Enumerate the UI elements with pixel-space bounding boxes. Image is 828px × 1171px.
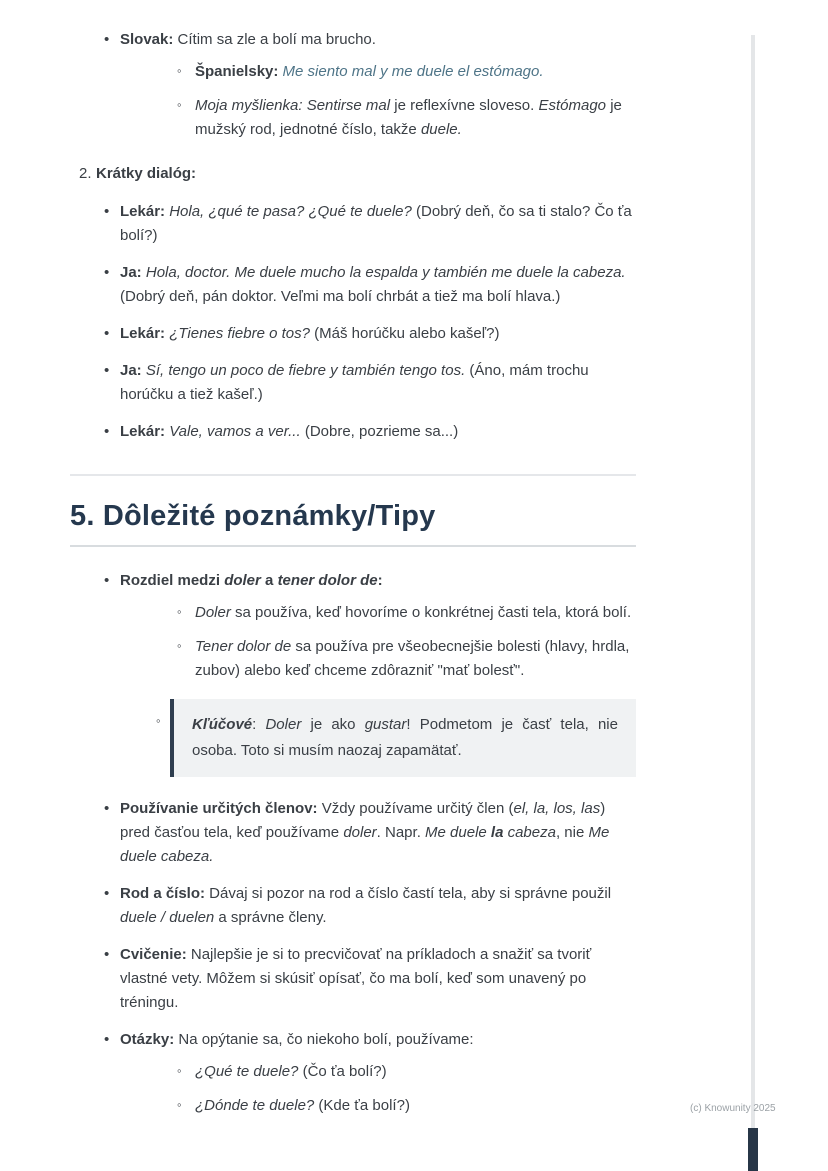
tip-item-practice (70, 943, 636, 1015)
circle-bullet-icon: ◦ (177, 63, 182, 78)
tip-subitem-text: Tener dolor de sa používa pre všeobecnejšie bolesti (hlavy, hrdla, zubov) alebo keď chceme zdôrazniť "mať bolesť". (195, 638, 630, 680)
tip-subitem-text: Doler sa používa, keď hovoríme o konkrétnej časti tela, ktorá bolí. (195, 604, 632, 622)
tip-item-text: Rozdiel medzi doler a tener dolor de: (120, 572, 383, 590)
tip-item-difference (70, 569, 636, 777)
question-subitem-text: ¿Dónde te duele? (Kde ťa bolí?) (195, 1096, 410, 1114)
scrollbar-thumb[interactable] (748, 1128, 758, 1171)
dialog-line-text: Lekár: Hola, ¿qué te pasa? ¿Qué te duele? (Dobrý deň, čo sa ti stalo? Čo ťa bolí?) (120, 203, 632, 244)
dialog-line (70, 261, 636, 309)
circle-bullet-icon: ◦ (177, 604, 182, 620)
bullet-icon: • (104, 423, 110, 440)
dialog-line-text: Ja: Hola, doctor. Me duele mucho la espalda y también me duele la cabeza. (Dobrý deň, pán doktor. Veľmi ma bolí chrbát a tiež ma bolí hlava.) (120, 264, 626, 305)
list-item-spanish-translation (120, 60, 636, 84)
list-item-my-thought (120, 94, 636, 142)
circle-bullet-icon: ◦ (177, 97, 182, 112)
callout-row (120, 699, 636, 777)
tip-item-text: Cvičenie: Najlepšie je si to precvičovať na príkladoch a snažiť sa tvoriť vlastné vety. Môžem si skúsiť opísať, čo ma bolí, keď som unavený po tréningu. (120, 945, 592, 1011)
circle-bullet-icon: ◦ (177, 1062, 182, 1078)
bullet-icon: • (104, 31, 110, 48)
dialog-list (70, 200, 636, 444)
scrollbar-track[interactable] (751, 35, 755, 1171)
tip-item-definite-articles (70, 797, 636, 869)
dialog-line (70, 200, 636, 248)
bullet-icon: • (104, 325, 110, 342)
bullet-icon: • (104, 884, 110, 902)
questions-sublist (120, 1060, 636, 1118)
tip-item-text: Otázky: Na opýtanie sa, čo niekoho bolí, používame: (120, 1030, 474, 1048)
question-subitem-text: ¿Qué te duele? (Čo ťa bolí?) (195, 1062, 387, 1080)
list-item-vocab (70, 28, 636, 142)
bullet-icon: • (104, 799, 110, 817)
copyright-notice: (c) Knowunity 2025 (690, 1103, 776, 1114)
bullet-icon: • (104, 203, 110, 220)
bullet-icon: • (104, 264, 110, 281)
question-subitem-que (120, 1060, 636, 1084)
vocab-sublist (120, 60, 636, 142)
circle-bullet-icon: ◦ (177, 1096, 182, 1112)
tip-item-gender-number (70, 882, 636, 930)
dialog-line (70, 359, 636, 407)
section-title-tips: 5. Dôležité poznámky/Tipy (70, 500, 636, 547)
tip-item-text: Používanie určitých členov: Vždy používame určitý člen (el, la, los, las) pred časťou tela, keď používame doler. Napr. Me duele la cabeza, nie Me duele cabeza. (120, 799, 610, 865)
bullet-icon: • (104, 945, 110, 963)
bullet-icon: • (104, 362, 110, 379)
tips-list (70, 569, 636, 1118)
tip-subitem-tener-dolor (120, 635, 636, 683)
tip-item-questions (70, 1028, 636, 1118)
dialog-line (70, 322, 636, 346)
tip-sublist (120, 601, 636, 777)
dialog-line-text: Lekár: ¿Tienes fiebre o tos? (Máš horúčku alebo kašeľ?) (120, 325, 500, 342)
bullet-icon: • (104, 572, 110, 590)
tip-subitem-doler (120, 601, 636, 625)
tip-item-text: Rod a číslo: Dávaj si pozor na rod a číslo častí tela, aby si správne použil duele / duelen a správne členy. (120, 884, 612, 926)
section-divider (70, 474, 636, 476)
vocab-thought-text: Moja myšlienka: Sentirse mal je reflexívne sloveso. Estómago je mužský rod, jednotné číslo, takže duele. (195, 97, 622, 138)
dialog-line-text: Ja: Sí, tengo un poco de fiebre y también tengo tos. (Áno, mám trochu horúčku a tiež kašeľ.) (120, 362, 589, 403)
key-note-callout: Kľúčové: Doler je ako gustar! Podmetom je časť tela, nie osoba. Toto si musím naozaj zapamätať. (170, 699, 636, 777)
circle-bullet-icon: ◦ (177, 638, 182, 654)
question-subitem-donde (120, 1094, 636, 1118)
numbered-item-dialog (70, 162, 636, 186)
circle-bullet-icon: ◦ (156, 713, 161, 729)
vocab-spanish-text: Španielsky: Me siento mal y me duele el estómago. (195, 63, 544, 80)
dialog-line (70, 420, 636, 444)
list-number: 2. (79, 165, 92, 182)
document-content (70, 28, 636, 1131)
vocab-slovak-text: Slovak: Cítim sa zle a bolí ma brucho. (120, 31, 376, 48)
bullet-icon: • (104, 1030, 110, 1048)
dialog-line-text: Lekár: Vale, vamos a ver... (Dobre, pozrieme sa...) (120, 423, 459, 440)
dialog-heading: Krátky dialóg: (96, 165, 197, 182)
